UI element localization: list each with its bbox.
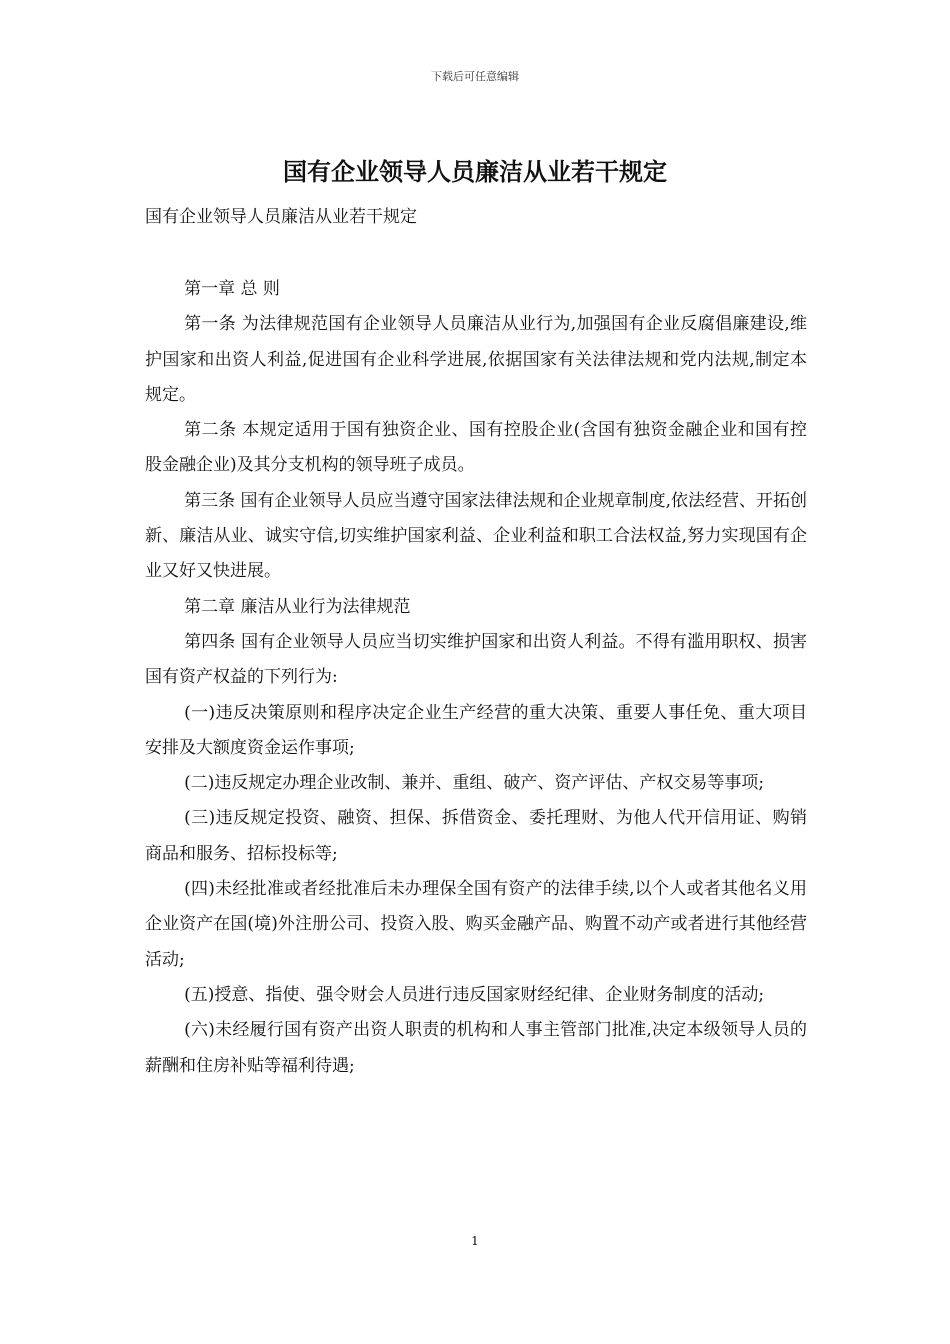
article-4: 第四条 国有企业领导人员应当切实维护国家和出资人利益。不得有滥用职权、损害国有资产权益的下列行为: [145,631,807,688]
header-note: 下载后可任意编辑 [431,70,519,83]
article-4-item-1: (一)违反决策原则和程序决定企业生产经营的重大决策、重要人事任免、重大项目安排及大额度资金运作事项; [145,702,807,758]
document-subtitle: 国有企业领导人员廉洁从业若干规定 [145,207,417,227]
document-body [145,272,807,1084]
document-title: 国有企业领导人员廉洁从业若干规定 [283,158,667,186]
article-4-item-6: (六)未经履行国有资产出资人职责的机构和人事主管部门批准,决定本级领导人员的薪酬和住房补贴等福利待遇; [145,1020,807,1076]
article-4-item-2: (二)违反规定办理企业改制、兼并、重组、破产、资产评估、产权交易等事项; [184,773,765,794]
article-4-item-4: (四)未经批准或者经批准后未办理保全国有资产的法律手续,以个人或者其他名义用企业资产在国(境)外注册公司、投资入股、购买金融产品、购置不动产或者进行其他经营活动; [145,879,807,970]
article-1: 第一条 为法律规范国有企业领导人员廉洁从业行为,加强国有企业反腐倡廉建设,维护国家和出资人利益,促进国有企业科学进展,依据国家有关法律法规和党内法规,制定本规定。 [145,314,807,405]
article-4-item-3: (三)违反规定投资、融资、担保、拆借资金、委托理财、为他人代开信用证、购销商品和服务、招标投标等; [145,808,807,864]
page-number: 1 [471,1234,479,1248]
chapter-1-heading: 第一章 总 则 [184,279,280,299]
chapter-2-heading: 第二章 廉洁从业行为法律规范 [184,596,411,617]
article-2: 第二条 本规定适用于国有独资企业、国有控股企业(含国有独资金融企业和国有控股金融企业)及其分支机构的领导班子成员。 [145,420,807,476]
article-3: 第三条 国有企业领导人员应当遵守国家法律法规和企业规章制度,依法经营、开拓创新、廉洁从业、诚实守信,切实维护国家利益、企业利益和职工合法权益,努力实现国有企业又好又快进展。 [145,490,807,582]
article-4-item-5: (五)授意、指使、强令财会人员进行违反国家财经纪律、企业财务制度的活动; [184,984,765,1005]
